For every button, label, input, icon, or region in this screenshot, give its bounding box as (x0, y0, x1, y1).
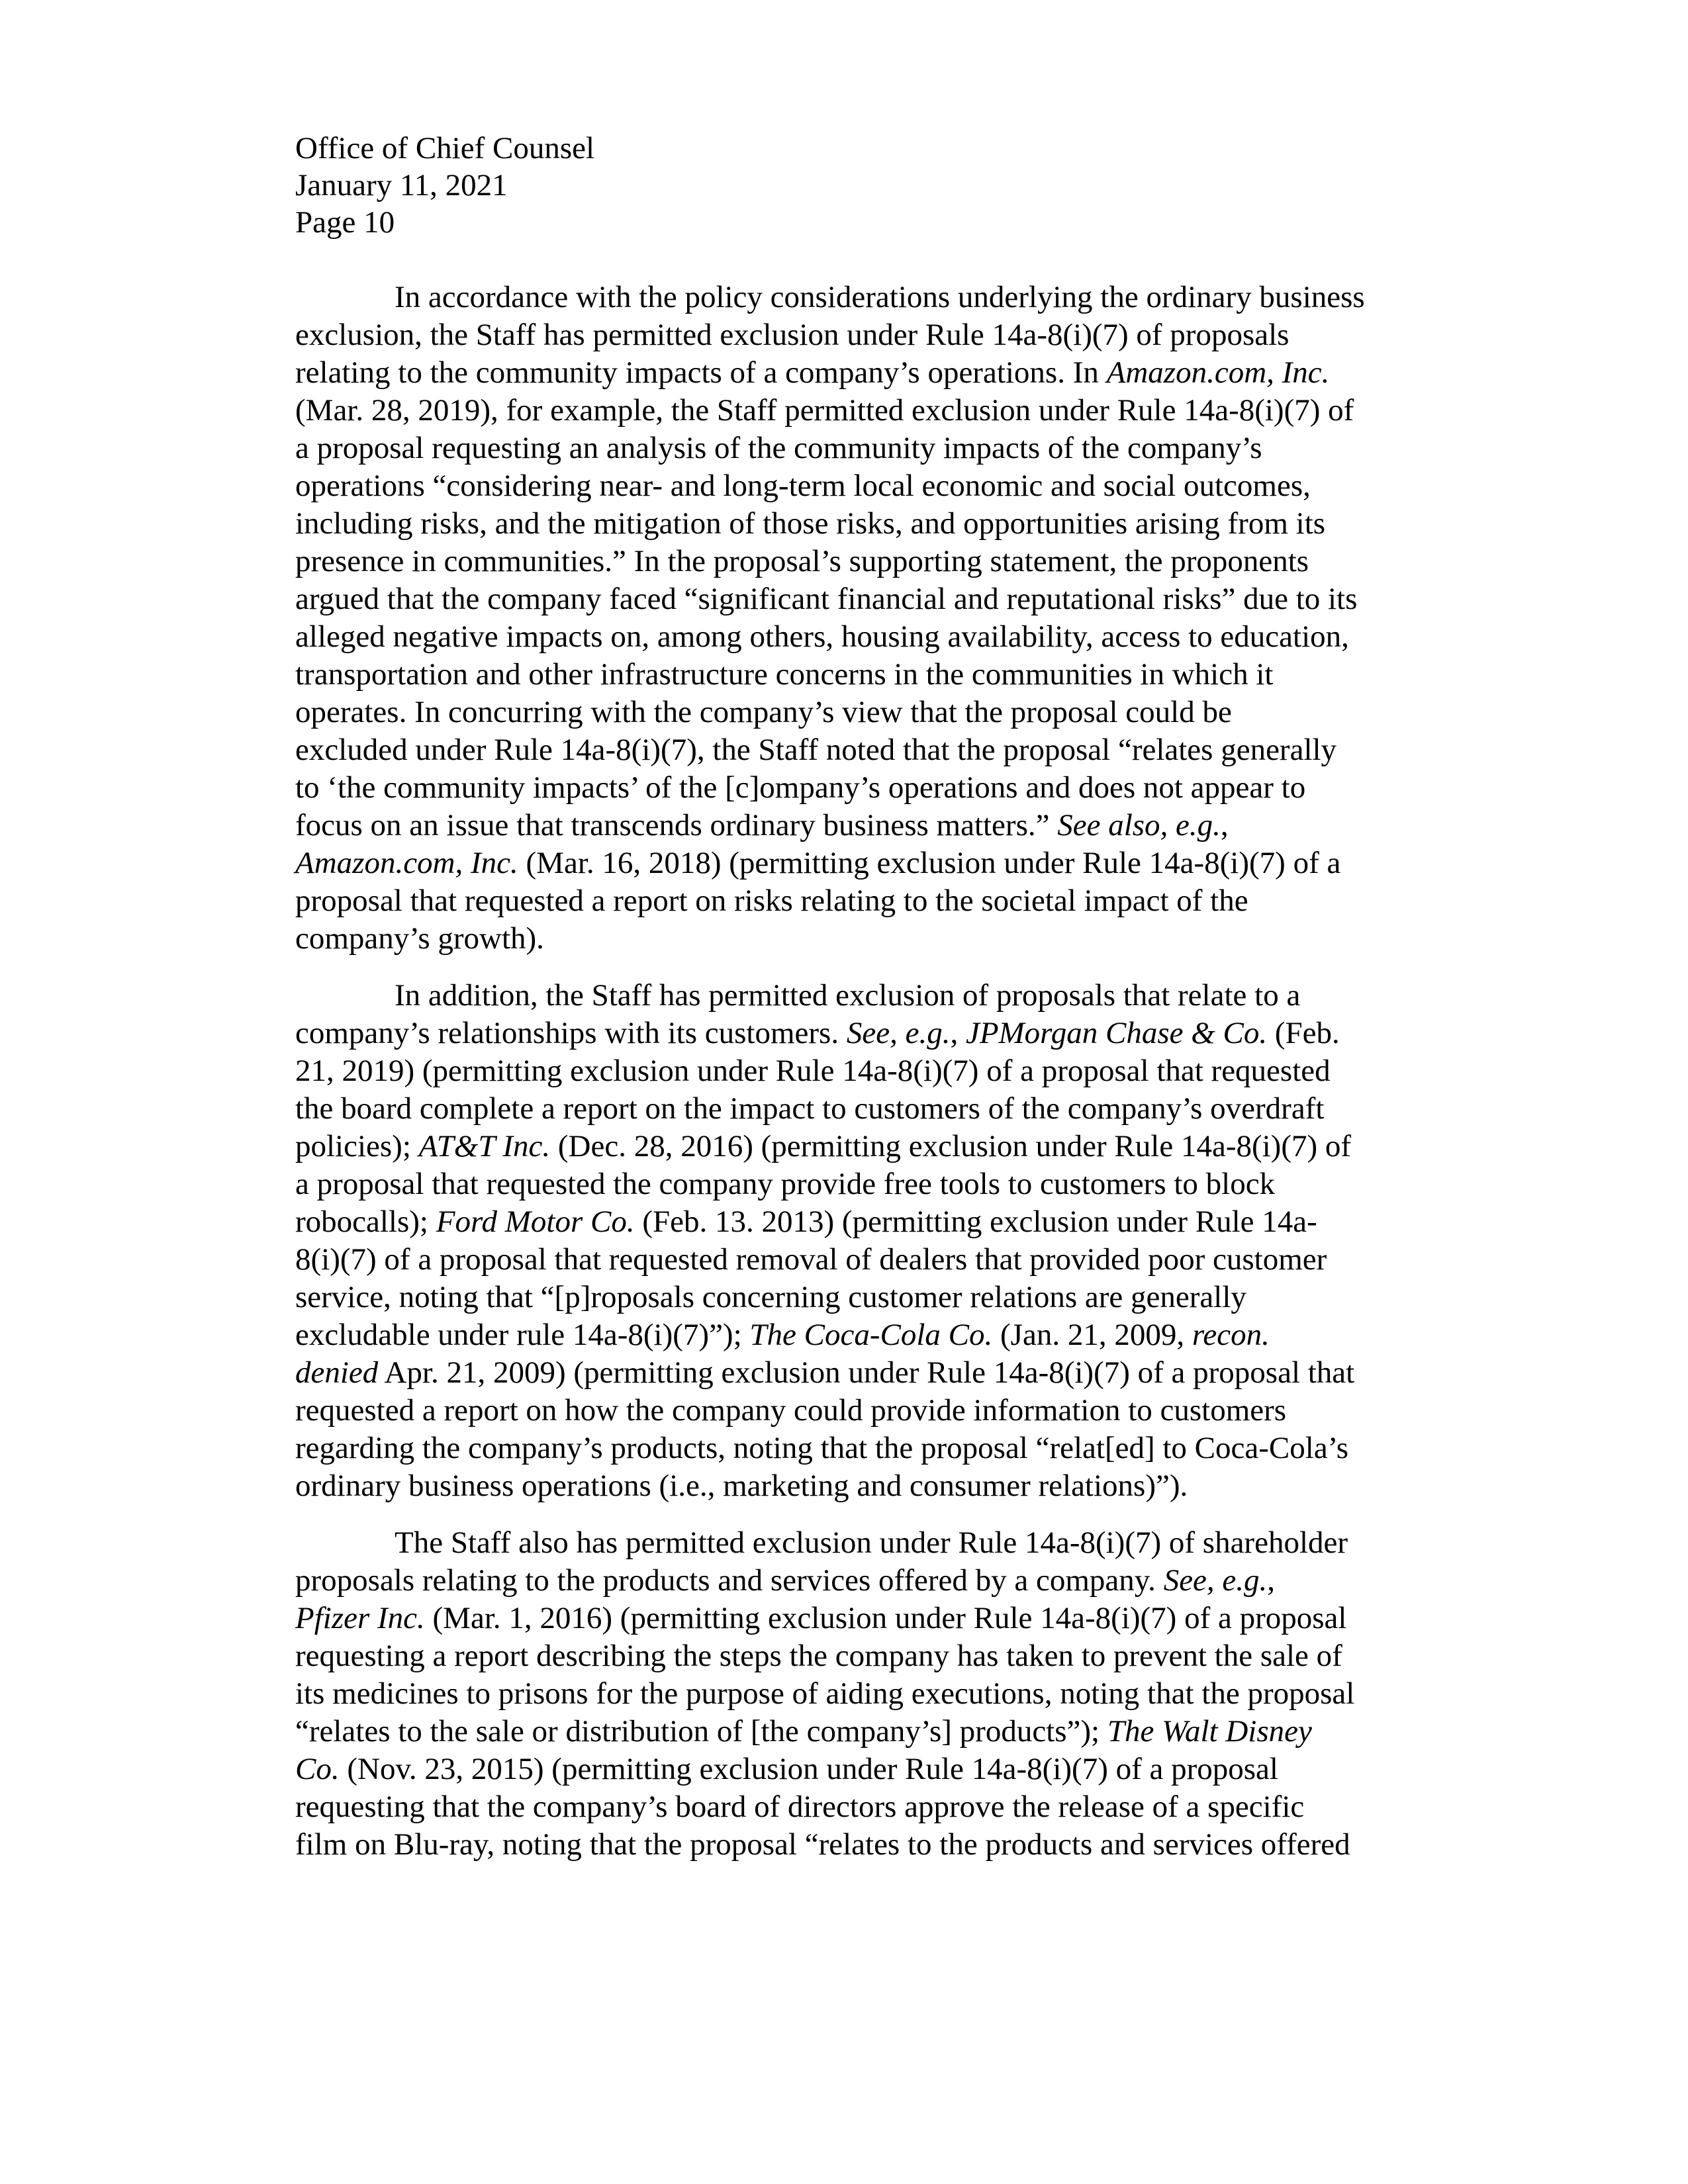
text-run: requesting that the company’s board of directors approve the release of a specific (295, 1790, 1305, 1824)
text-run: (Nov. 23, 2015) (permitting exclusion under Rule 14a-8(i)(7) of a proposal (339, 1752, 1278, 1786)
text-run: policies); (295, 1129, 419, 1163)
text-line (295, 1279, 1429, 1316)
text-line (295, 977, 1429, 1015)
text-run: (Feb. (1267, 1016, 1340, 1050)
text-run: requested a report on how the company could provide information to customers (295, 1393, 1287, 1428)
text-run: service, noting that “[p]roposals concerning customer relations are generally (295, 1280, 1246, 1314)
text-line (295, 1316, 1429, 1354)
addressee-line: Office of Chief Counsel (295, 131, 595, 165)
text-line (295, 1090, 1429, 1128)
text-line (295, 1713, 1429, 1751)
body-paragraph-2 (295, 977, 1429, 1505)
text-line (295, 1203, 1429, 1241)
text-run: Apr. 21, 2009) (permitting exclusion under Rule 14a-8(i)(7) of a proposal that (378, 1355, 1355, 1390)
text-run: company’s relationships with its customers. (295, 1016, 847, 1050)
text-run: The Staff also has permitted exclusion under Rule 14a-8(i)(7) of shareholder (395, 1525, 1348, 1560)
text-run: exclusion, the Staff has permitted exclusion under Rule 14a-8(i)(7) of proposals (295, 318, 1289, 352)
text-line (295, 807, 1429, 844)
text-line (295, 1354, 1429, 1392)
italic-citation: See, e.g. (1163, 1563, 1268, 1598)
text-run: requesting a report describing the steps the company has taken to prevent the sale of (295, 1639, 1342, 1673)
text-run: its medicines to prisons for the purpose of aiding executions, noting that the proposal (295, 1676, 1355, 1711)
text-run: , (1267, 1563, 1276, 1598)
text-line (295, 354, 1429, 392)
text-run: ordinary business operations (i.e., marketing and consumer relations)”). (295, 1469, 1188, 1503)
text-line (295, 1751, 1429, 1788)
italic-citation: See also, e.g. (1057, 808, 1221, 842)
text-line (295, 430, 1429, 467)
text-run: 21, 2019) (permitting exclusion under Rule 14a-8(i)(7) of a proposal that requested (295, 1054, 1331, 1088)
body-paragraph-1 (295, 279, 1429, 958)
italic-citation: recon. (1192, 1318, 1270, 1352)
text-line (295, 1675, 1429, 1713)
text-line (295, 1467, 1429, 1505)
text-line (295, 1826, 1429, 1864)
text-line (295, 1788, 1429, 1826)
text-line (295, 618, 1429, 656)
italic-citation: Pfizer Inc. (295, 1601, 425, 1635)
text-run: (Mar. 16, 2018) (permitting exclusion under Rule 14a-8(i)(7) of a (518, 846, 1341, 880)
text-run: presence in communities.” In the proposal’s supporting statement, the proponents (295, 544, 1309, 578)
text-line (295, 1430, 1429, 1467)
text-run: company’s growth). (295, 921, 544, 956)
text-run: “relates to the sale or distribution of [the company’s] products”); (295, 1714, 1107, 1749)
text-run: (Mar. 1, 2016) (permitting exclusion under Rule 14a-8(i)(7) of a proposal (424, 1601, 1347, 1635)
italic-citation: AT&T Inc. (418, 1129, 551, 1163)
text-line (295, 392, 1429, 430)
page-number: Page 10 (295, 205, 395, 240)
text-run: alleged negative impacts on, among others, housing availability, access to education, (295, 619, 1349, 654)
text-line (295, 1052, 1429, 1090)
body-paragraph-3 (295, 1524, 1429, 1864)
text-line (295, 1015, 1429, 1052)
text-line (295, 1524, 1429, 1562)
text-line (295, 1562, 1429, 1600)
text-line (295, 1392, 1429, 1430)
text-run: proposal that requested a report on risks relating to the societal impact of the (295, 884, 1248, 918)
text-line (295, 882, 1429, 920)
text-run: operations “considering near- and long-term local economic and social outcomes, (295, 469, 1311, 503)
italic-citation: JPMorgan Chase & Co. (965, 1016, 1268, 1050)
text-line (295, 694, 1429, 731)
text-run: a proposal that requested the company provide free tools to customers to block (295, 1167, 1276, 1201)
text-line (295, 543, 1429, 580)
text-run: In addition, the Staff has permitted exclusion of proposals that relate to a (395, 978, 1301, 1013)
text-run: transportation and other infrastructure concerns in the communities in which it (295, 657, 1274, 692)
italic-citation: Amazon.com, Inc. (1106, 355, 1330, 390)
text-run: excludable under rule 14a-8(i)(7)”); (295, 1318, 750, 1352)
text-run: the board complete a report on the impact to customers of the company’s overdraft (295, 1091, 1325, 1126)
text-line (295, 769, 1429, 807)
text-run: , (950, 1016, 966, 1050)
text-run: to ‘the community impacts’ of the [c]ompany’s operations and does not appear to (295, 770, 1306, 805)
text-run: focus on an issue that transcends ordinary business matters.” (295, 808, 1058, 842)
text-run: argued that the company faced “significant financial and reputational risks” due to its (295, 582, 1358, 616)
text-run: including risks, and the mitigation of those risks, and opportunities arising from its (295, 506, 1326, 541)
italic-citation: denied (295, 1355, 379, 1390)
italic-citation: Amazon.com, Inc. (295, 846, 518, 880)
text-run: film on Blu-ray, noting that the proposal “relates to the products and services offered (295, 1827, 1350, 1862)
letter-date: January 11, 2021 (295, 168, 508, 203)
text-line (295, 920, 1429, 958)
text-run: a proposal requesting an analysis of the community impacts of the company’s (295, 431, 1262, 465)
text-run: (Feb. 13. 2013) (permitting exclusion under Rule 14a- (634, 1205, 1317, 1239)
text-line (295, 467, 1429, 505)
italic-citation: Ford Motor Co. (436, 1205, 635, 1239)
text-run: , (1220, 808, 1229, 842)
text-line (295, 1600, 1429, 1637)
text-line (295, 316, 1429, 354)
italic-citation: See, e.g. (846, 1016, 951, 1050)
italic-citation: The Coca-Cola Co. (749, 1318, 993, 1352)
text-line (295, 279, 1429, 316)
text-line (295, 505, 1429, 543)
text-run: (Jan. 21, 2009, (992, 1318, 1192, 1352)
text-run: (Mar. 28, 2019), for example, the Staff permitted exclusion under Rule 14a-8(i)(7) of (295, 393, 1354, 428)
text-run: relating to the community impacts of a company’s operations. In (295, 355, 1107, 390)
text-line (295, 731, 1429, 769)
text-run: 8(i)(7) of a proposal that requested removal of dealers that provided poor customer (295, 1242, 1327, 1277)
text-line (295, 1241, 1429, 1279)
text-line (295, 1637, 1429, 1675)
text-line (295, 656, 1429, 694)
letter-header (295, 130, 1429, 241)
text-line (295, 844, 1429, 882)
text-run: In accordance with the policy considerations underlying the ordinary business (395, 280, 1365, 314)
letter-page (295, 130, 1429, 1864)
text-run: proposals relating to the products and services offered by a company. (295, 1563, 1164, 1598)
text-line (295, 580, 1429, 618)
text-run: regarding the company’s products, noting that the proposal “relat[ed] to Coca-Cola’s (295, 1431, 1349, 1465)
text-line (295, 1165, 1429, 1203)
text-run: (Dec. 28, 2016) (permitting exclusion under Rule 14a-8(i)(7) of (550, 1129, 1352, 1163)
italic-citation: The Walt Disney (1107, 1714, 1312, 1749)
text-run: excluded under Rule 14a-8(i)(7), the Staff noted that the proposal “relates generally (295, 733, 1337, 767)
text-line (295, 1128, 1429, 1165)
italic-citation: Co. (295, 1752, 340, 1786)
text-run: operates. In concurring with the company’s view that the proposal could be (295, 695, 1232, 729)
text-run: robocalls); (295, 1205, 436, 1239)
